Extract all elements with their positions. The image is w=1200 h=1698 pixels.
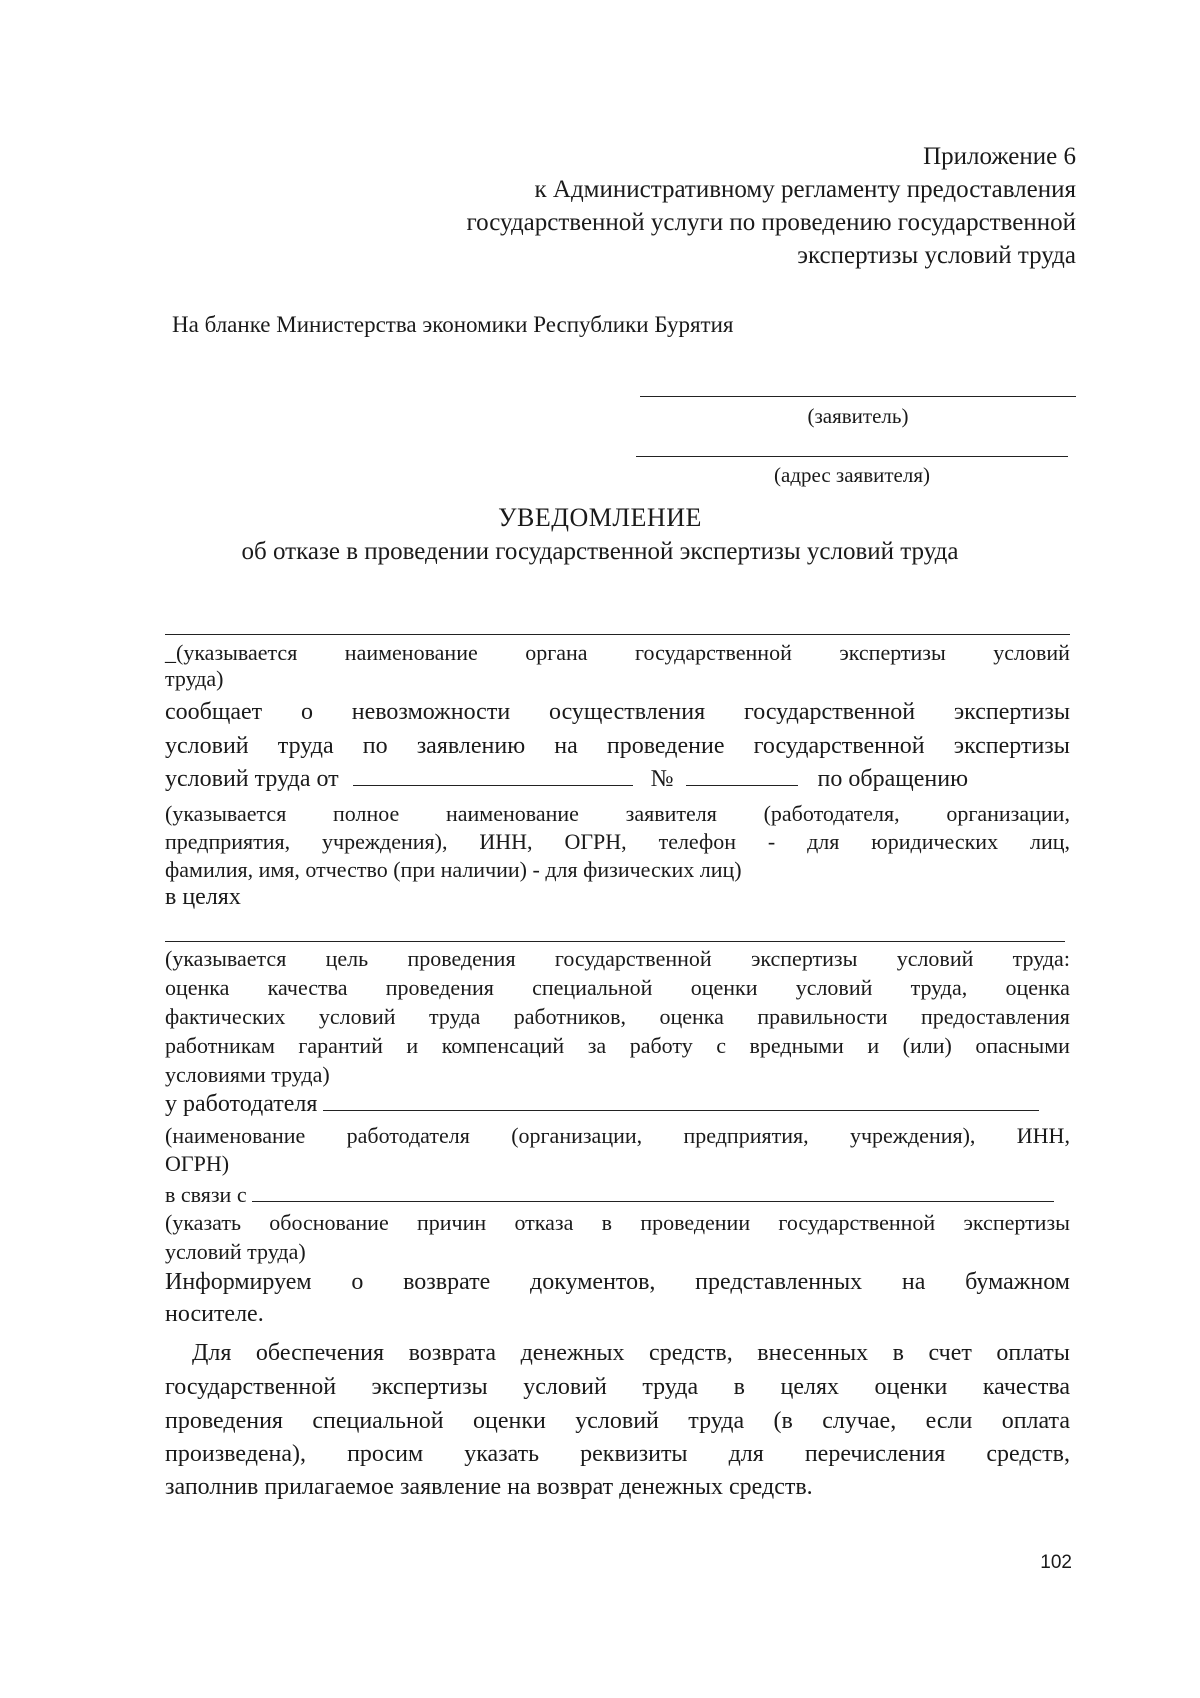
word: оплата: [1001, 1408, 1070, 1434]
purpose-hint-line-1: [165, 946, 1070, 972]
inform-line-1: [165, 1269, 1070, 1296]
refund-line-2: [165, 1374, 1070, 1401]
word: (указывается: [165, 946, 287, 971]
word: государственной: [753, 733, 925, 759]
word: работодателя: [346, 1123, 470, 1148]
purpose-blank-line: [165, 941, 1065, 942]
applicant-hint-line-2: [165, 829, 1070, 855]
address-caption: (адрес заявителя): [774, 463, 930, 487]
word: труда,: [910, 975, 968, 1000]
applicant-hint-line-3: фамилия, имя, отчество (при наличии) - для физических лиц): [165, 857, 742, 882]
date-blank: [353, 765, 633, 786]
word: денежных: [520, 1340, 625, 1366]
word: оплаты: [996, 1340, 1070, 1366]
word: наименование: [344, 640, 478, 665]
word: полное: [333, 801, 400, 826]
purpose-hint-line-2: [165, 975, 1070, 1001]
address-blank-line: [636, 456, 1068, 457]
word: (наименование: [165, 1123, 306, 1148]
letterhead-note: На бланке Министерства экономики Республики Бурятия: [172, 312, 734, 337]
word: учреждения),: [849, 1123, 976, 1148]
word: качества: [267, 975, 348, 1000]
word: (в: [773, 1408, 793, 1434]
word: условий: [993, 640, 1070, 665]
word: отказа: [514, 1210, 574, 1235]
word: Для: [192, 1340, 232, 1366]
organ-hint-line-1: [165, 640, 1070, 666]
organ-hint-line-2: труда): [165, 666, 224, 691]
reason-line: [165, 1181, 1070, 1208]
word: перечисления: [804, 1441, 946, 1467]
word: оценка: [165, 975, 230, 1000]
word: (или): [902, 1033, 952, 1058]
word: в: [601, 1210, 613, 1235]
word: цель: [325, 946, 369, 971]
word: возврате: [403, 1269, 491, 1295]
word: органа: [525, 640, 588, 665]
word: учреждения),: [322, 829, 448, 854]
reason-hint-line-1: [165, 1210, 1070, 1236]
word: (указать: [165, 1210, 241, 1235]
word: на: [901, 1269, 926, 1295]
word: оценки: [690, 975, 758, 1000]
word: условий: [795, 975, 873, 1000]
word: и: [867, 1033, 880, 1058]
word: возврата: [408, 1340, 497, 1366]
word: государственной: [165, 1374, 337, 1400]
word: экспертизы: [953, 733, 1070, 759]
word: (работодателя,: [763, 801, 900, 826]
word: экспертизы: [371, 1374, 488, 1400]
word: труда:: [1012, 946, 1070, 971]
word: внесенных: [757, 1340, 869, 1366]
word: для: [728, 1441, 764, 1467]
employer-hint-line-1: [165, 1123, 1070, 1149]
employer-blank: [323, 1090, 1039, 1111]
word: оценка: [1005, 975, 1070, 1000]
word: реквизиты: [580, 1441, 688, 1467]
word: фактических: [165, 1004, 286, 1029]
appendix-line-2: к Административному регламенту предоставления: [534, 176, 1076, 203]
page-number: 102: [1040, 1552, 1072, 1573]
word: гарантий: [298, 1033, 383, 1058]
word: целях: [780, 1374, 840, 1400]
refund-line-1: [192, 1340, 1070, 1367]
word: представленных: [695, 1269, 863, 1295]
word: опасными: [975, 1033, 1070, 1058]
word: организации,: [946, 801, 1070, 826]
word: причин: [417, 1210, 487, 1235]
word: по: [362, 733, 388, 759]
word: условий: [318, 1004, 396, 1029]
word: за: [587, 1033, 607, 1058]
word: проведении: [640, 1210, 751, 1235]
word: ОГРН,: [564, 829, 627, 854]
word: работу: [629, 1033, 693, 1058]
word: в: [733, 1374, 746, 1400]
purpose-hint-line-5: условиями труда): [165, 1062, 330, 1087]
word: экспертизы: [963, 1210, 1070, 1235]
word: работников,: [513, 1004, 626, 1029]
organ-blank-line: [165, 634, 1070, 635]
word: оценка: [659, 1004, 724, 1029]
word: проведения: [407, 946, 516, 971]
word: обеспечения: [255, 1340, 385, 1366]
word: экспертизы: [839, 640, 946, 665]
word: условий: [165, 733, 249, 759]
word: средств,: [649, 1340, 733, 1366]
employer-label: у работодателя: [165, 1091, 318, 1117]
employer-line: [165, 1090, 1070, 1118]
word: проведения: [165, 1408, 283, 1434]
reports-line-2: [165, 733, 1070, 760]
word: вредными: [749, 1033, 844, 1058]
purpose-label: в целях: [165, 884, 241, 910]
word: осуществления: [548, 699, 706, 725]
word: оценки: [473, 1408, 546, 1434]
word: бумажном: [965, 1269, 1070, 1295]
word: средств,: [986, 1441, 1070, 1467]
word: (организации,: [511, 1123, 643, 1148]
word: просим: [347, 1441, 424, 1467]
word: условий: [896, 946, 974, 971]
word: условий: [575, 1408, 659, 1434]
applicant-blank-line: [640, 396, 1076, 397]
word: о: [300, 699, 313, 725]
appendix-line-4: экспертизы условий труда: [797, 242, 1076, 269]
word: о: [351, 1269, 364, 1295]
word: специальной: [312, 1408, 444, 1434]
word: с: [716, 1033, 726, 1058]
refund-line-4: [165, 1441, 1070, 1468]
word: _(указывается: [165, 640, 298, 665]
word: сообщает: [165, 699, 263, 725]
word: правильности: [757, 1004, 888, 1029]
document-title: УВЕДОМЛЕНИЕ: [498, 503, 702, 532]
word: лиц,: [1029, 829, 1070, 854]
word: работникам: [165, 1033, 275, 1058]
word: качества: [982, 1374, 1070, 1400]
word: если: [925, 1408, 973, 1434]
reason-label: в связи с: [165, 1182, 247, 1207]
word: произведена),: [165, 1441, 307, 1467]
word: наименование: [446, 801, 579, 826]
word: экспертизы: [953, 699, 1070, 725]
document-subtitle: об отказе в проведении государственной экспертизы условий труда: [241, 538, 959, 565]
word: случае,: [822, 1408, 897, 1434]
word: документов,: [530, 1269, 656, 1295]
appendix-line-1: Приложение 6: [923, 143, 1076, 170]
word: труда: [429, 1004, 481, 1029]
word: счет: [928, 1340, 972, 1366]
appendix-line-3: государственной услуги по проведению государственной: [466, 209, 1076, 236]
word: условий: [523, 1374, 607, 1400]
word: обоснование: [269, 1210, 389, 1235]
refund-line-5: заполнив прилагаемое заявление на возврат денежных средств.: [165, 1474, 813, 1500]
reports-line-1: [165, 699, 1070, 726]
reason-hint-line-2: условий труда): [165, 1239, 306, 1264]
date-number-line: [165, 765, 1070, 793]
number-sign: №: [650, 766, 674, 792]
word: в: [892, 1340, 904, 1366]
number-blank: [686, 765, 798, 786]
word: труда: [642, 1374, 699, 1400]
word: специальной: [532, 975, 653, 1000]
purpose-hint-line-3: [165, 1004, 1070, 1030]
word: ИНН,: [479, 829, 533, 854]
employer-hint-line-2: ОГРН): [165, 1151, 230, 1176]
word: юридических: [871, 829, 999, 854]
word: государственной: [554, 946, 712, 971]
refund-line-3: [165, 1408, 1070, 1435]
word: компенсаций: [441, 1033, 565, 1058]
word: ИНН,: [1016, 1123, 1070, 1148]
inform-line-2: носителе.: [165, 1301, 264, 1327]
purpose-hint-line-4: [165, 1033, 1070, 1059]
date-prefix: условий труда от: [165, 766, 339, 792]
word: заявлению: [416, 733, 526, 759]
word: предприятия,: [165, 829, 291, 854]
word: труда: [277, 733, 334, 759]
word: невозможности: [351, 699, 511, 725]
word: проведения: [385, 975, 494, 1000]
word: телефон: [658, 829, 736, 854]
by-request: по обращению: [817, 766, 969, 792]
reason-blank: [252, 1181, 1054, 1202]
word: государственной: [635, 640, 792, 665]
appendix-header: [467, 140, 1077, 272]
word: государственной: [743, 699, 916, 725]
word: и: [406, 1033, 419, 1058]
word: предприятия,: [683, 1123, 809, 1148]
word: указать: [464, 1441, 540, 1467]
word: предоставления: [921, 1004, 1070, 1029]
applicant-hint-line-1: [165, 801, 1070, 827]
word: проведение: [606, 733, 725, 759]
word: заявителя: [625, 801, 717, 826]
word: труда: [688, 1408, 745, 1434]
word: на: [554, 733, 578, 759]
word: экспертизы: [750, 946, 858, 971]
word: (указывается: [165, 801, 287, 826]
applicant-caption: (заявитель): [807, 404, 909, 428]
word: Информируем: [165, 1269, 312, 1295]
word: государственной: [778, 1210, 936, 1235]
word: оценки: [874, 1374, 948, 1400]
word: -: [767, 829, 776, 854]
word: для: [807, 829, 840, 854]
